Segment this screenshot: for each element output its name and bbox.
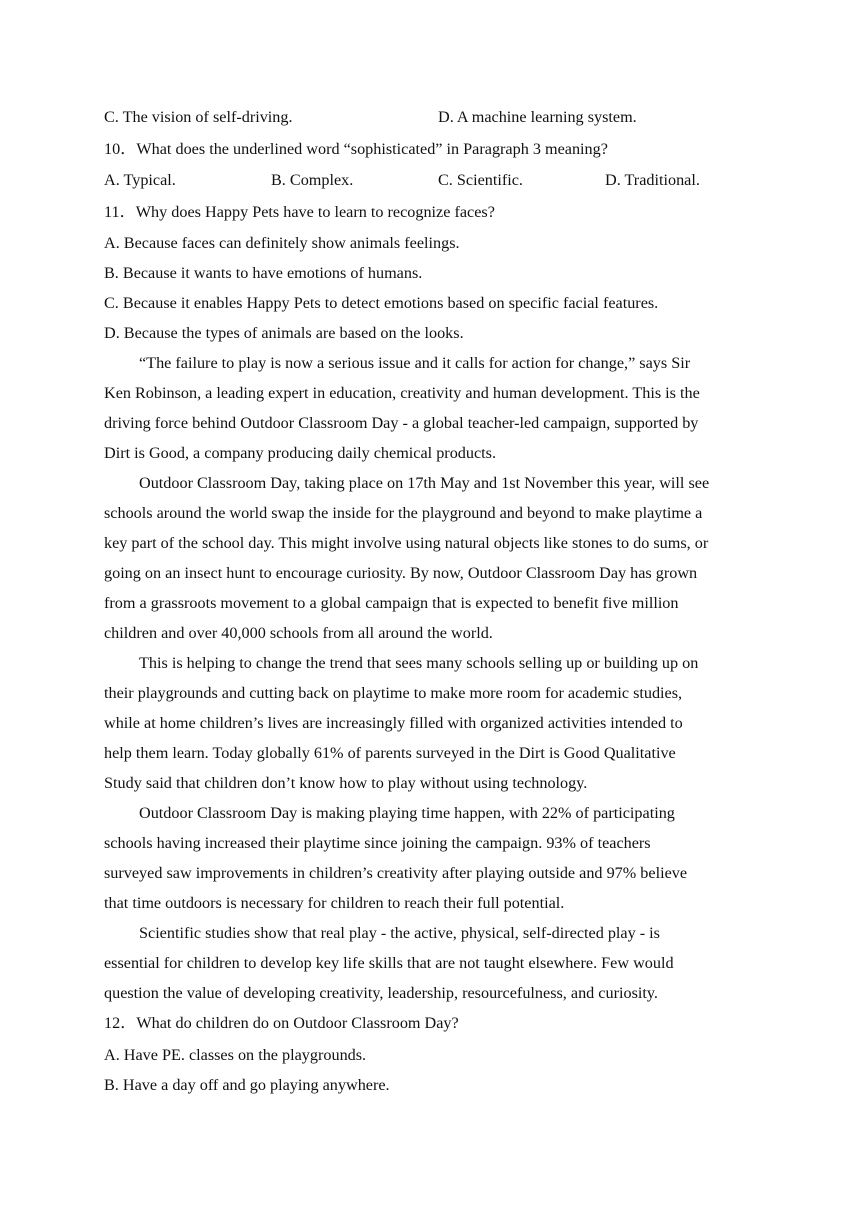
passage-line: help them learn. Today globally 61% of parents surveyed in the Dirt is Good Qualitative — [104, 744, 676, 762]
q11-option-a: A. Because faces can definitely show animals feelings. — [104, 234, 460, 252]
passage-line: while at home children’s lives are increasingly filled with organized activities intended to — [104, 714, 683, 732]
q9-option-c: C. The vision of self-driving. — [104, 108, 293, 126]
q10-options-row — [104, 165, 760, 197]
passage-line: key part of the school day. This might involve using natural objects like stones to do sums, or — [104, 534, 709, 552]
q9-options-row — [104, 102, 760, 134]
exam-page — [104, 102, 760, 1100]
passage-line: children and over 40,000 schools from all around the world. — [104, 624, 493, 642]
passage-line: their playgrounds and cutting back on playtime to make more room for academic studies, — [104, 684, 683, 702]
passage-line: schools having increased their playtime since joining the campaign. 93% of teachers — [104, 834, 651, 852]
passage-line: surveyed saw improvements in children’s creativity after playing outside and 97% believe — [104, 864, 688, 882]
passage-line: Scientific studies show that real play - the active, physical, self-directed play - is — [139, 924, 660, 942]
passage-line: essential for children to develop key life skills that are not taught elsewhere. Few would — [104, 954, 674, 972]
q11-option-c: C. Because it enables Happy Pets to detect emotions based on specific facial features. — [104, 294, 659, 312]
passage-line: Dirt is Good, a company producing daily chemical products. — [104, 444, 497, 462]
passage-paragraph-1 — [104, 348, 760, 468]
passage-line: going on an insect hunt to encourage curiosity. By now, Outdoor Classroom Day has grown — [104, 564, 698, 582]
passage-paragraph-3 — [104, 648, 760, 798]
passage-line: Ken Robinson, a leading expert in education, creativity and human development. This is the — [104, 384, 700, 402]
q12-option-b: B. Have a day off and go playing anywhere. — [104, 1075, 390, 1094]
passage-line: Outdoor Classroom Day, taking place on 17th May and 1st November this year, will see — [139, 474, 710, 492]
q12-stem: 12．What do children do on Outdoor Classroom Day? — [104, 1014, 459, 1032]
passage-line: that time outdoors is necessary for children to reach their full potential. — [104, 894, 565, 912]
passage-line: Study said that children don’t know how to play without using technology. — [104, 774, 588, 792]
passage-line: from a grassroots movement to a global campaign that is expected to benefit five million — [104, 594, 679, 612]
passage-line: question the value of developing creativity, leadership, resourcefulness, and curiosity. — [104, 984, 658, 1002]
q10-option-c: C. Scientific. — [438, 171, 523, 189]
q10-option-d: D. Traditional. — [605, 171, 700, 189]
passage-line: driving force behind Outdoor Classroom Day - a global teacher-led campaign, supported by — [104, 414, 699, 432]
passage-line: Outdoor Classroom Day is making playing time happen, with 22% of participating — [139, 804, 675, 822]
passage-paragraph-5 — [104, 918, 760, 1008]
q10-stem: 10．What does the underlined word “sophisticated” in Paragraph 3 meaning? — [104, 139, 608, 158]
q12-option-a: A. Have PE. classes on the playgrounds. — [104, 1045, 367, 1064]
q11-option-d: D. Because the types of animals are based on the looks. — [104, 324, 464, 342]
passage-line: schools around the world swap the inside for the playground and beyond to make playtime a — [104, 504, 703, 522]
q11-stem: 11．Why does Happy Pets have to learn to recognize faces? — [104, 202, 495, 221]
q9-option-d: D. A machine learning system. — [438, 108, 637, 126]
passage-line: This is helping to change the trend that sees many schools selling up or building up on — [139, 654, 699, 672]
q10-option-b: B. Complex. — [271, 171, 354, 189]
q10-option-a: A. Typical. — [104, 171, 176, 189]
q11-option-b: B. Because it wants to have emotions of humans. — [104, 264, 423, 282]
reading-passage — [104, 348, 760, 1008]
passage-line: “The failure to play is now a serious issue and it calls for action for change,” says Sir — [139, 354, 691, 372]
passage-paragraph-2 — [104, 468, 760, 648]
passage-paragraph-4 — [104, 798, 760, 918]
